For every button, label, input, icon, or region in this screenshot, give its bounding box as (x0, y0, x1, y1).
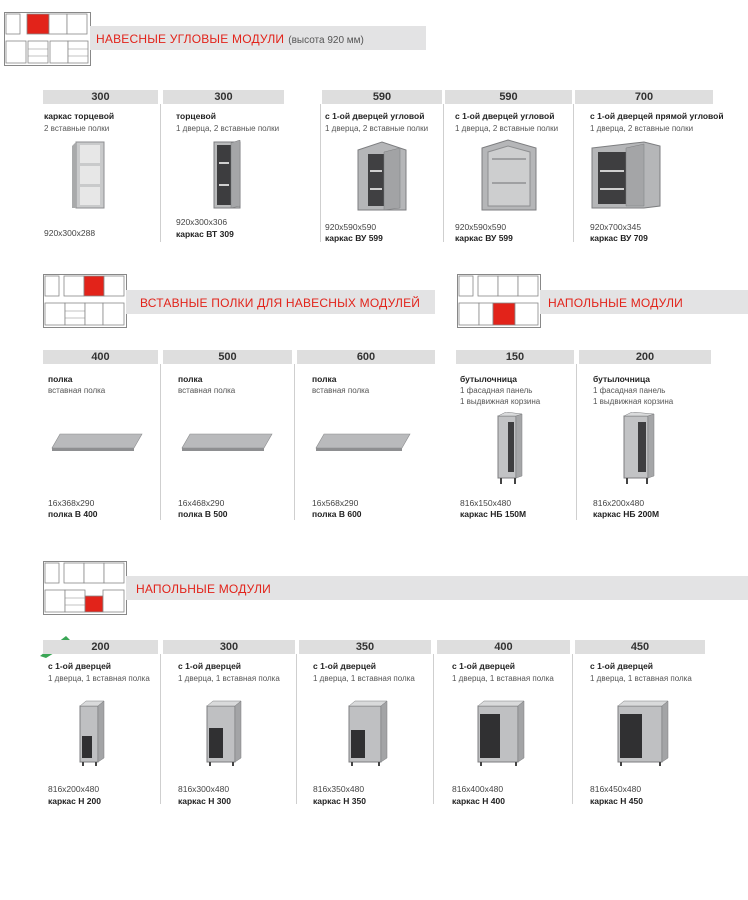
shelf-image (50, 432, 144, 454)
cabinet-image-corner (354, 140, 410, 212)
product-name: с 1-ой дверцей угловой (325, 111, 425, 121)
width-band: 350 (299, 640, 431, 654)
product-dimensions: 816x200x480 (593, 498, 645, 508)
product-code: каркас Н 350 (313, 796, 366, 806)
section-subtitle: (высота 920 мм) (288, 35, 364, 46)
kitchen-layout-icon (458, 275, 540, 327)
product-dimensions: 816x350x480 (313, 784, 365, 794)
column-separator (573, 104, 574, 242)
product-dimensions: 920x300x288 (44, 228, 96, 238)
product-code: полка В 400 (48, 509, 98, 519)
product-description: 1 дверца, 1 вставная полка (313, 674, 415, 683)
kitchen-layout-thumbnail-floor-bottle (457, 274, 541, 328)
product-description: 1 дверца, 2 вставные полки (590, 124, 694, 133)
cabinet-image-floor-door (614, 700, 670, 766)
product-dimensions: 816x300x480 (178, 784, 230, 794)
product-name: с 1-ой дверцей (313, 661, 377, 671)
product-dimensions: 16x568x290 (312, 498, 359, 508)
product-dimensions: 920x300x306 (176, 217, 228, 227)
product-description: 1 дверца, 1 вставная полка (178, 674, 280, 683)
product-code: полка В 500 (178, 509, 228, 519)
section-title-floor-bottle: НАПОЛЬНЫЕ МОДУЛИ (548, 296, 683, 310)
cabinet-image-floor-door (345, 700, 389, 766)
width-band: 590 (322, 90, 442, 104)
product-description: 1 дверца, 1 вставная полка (590, 674, 692, 683)
product-dimensions: 816x200x480 (48, 784, 100, 794)
width-band: 150 (456, 350, 574, 364)
product-code: каркас Н 300 (178, 796, 231, 806)
kitchen-layout-icon (44, 275, 126, 327)
product-name: каркас торцевой (44, 111, 115, 121)
cabinet-image-floor-door (76, 700, 106, 766)
product-name: с 1-ой дверцей угловой (455, 111, 555, 121)
section-title-text: НАВЕСНЫЕ УГЛОВЫЕ МОДУЛИ (96, 32, 285, 46)
cabinet-image-open-end (72, 140, 106, 210)
cabinet-image-bottle-holder (494, 412, 524, 486)
product-dimensions: 16x468x290 (178, 498, 225, 508)
shelf-image (180, 432, 274, 454)
width-band: 300 (163, 640, 295, 654)
product-code: каркас Н 450 (590, 796, 643, 806)
width-band: 200 (579, 350, 711, 364)
column-separator (576, 364, 577, 520)
cabinet-image-bottle-holder (620, 412, 656, 486)
kitchen-layout-icon (44, 562, 126, 614)
product-name: торцевой (176, 111, 216, 121)
column-separator (572, 654, 573, 804)
product-description: 1 дверца, 1 вставная полка (48, 674, 150, 683)
width-band: 400 (437, 640, 570, 654)
product-description: 1 фасадная панель (460, 386, 533, 395)
column-separator (443, 104, 444, 242)
width-band: 590 (445, 90, 572, 104)
cabinet-image-floor-door (203, 700, 243, 766)
cabinet-image-end-door (208, 140, 242, 210)
product-name: с 1-ой дверцей прямой угловой (590, 111, 724, 121)
section-title-wall-corner (96, 32, 364, 46)
width-band: 500 (163, 350, 292, 364)
product-description: вставная полка (178, 386, 236, 395)
column-separator (296, 654, 297, 804)
product-name: бутылочница (460, 374, 518, 384)
cabinet-image-straight-corner (590, 140, 662, 210)
product-code: каркас Н 200 (48, 796, 101, 806)
product-code: каркас Н 400 (452, 796, 505, 806)
product-description: вставная полка (48, 386, 106, 395)
kitchen-layout-thumbnail-floor (43, 561, 127, 615)
product-code: каркас ВТ 309 (176, 229, 234, 239)
cabinet-image-corner-glass (480, 138, 538, 212)
column-separator (160, 104, 161, 242)
product-description: 2 вставные полки (44, 124, 110, 133)
width-band: 600 (297, 350, 435, 364)
product-name: полка (312, 374, 337, 384)
product-description: 1 дверца, 2 вставные полки (176, 124, 280, 133)
product-dimensions: 16x368x290 (48, 498, 95, 508)
width-band: 450 (575, 640, 705, 654)
section-title-shelves: ВСТАВНЫЕ ПОЛКИ ДЛЯ НАВЕСНЫХ МОДУЛЕЙ (140, 296, 421, 310)
product-name: с 1-ой дверцей (178, 661, 242, 671)
shelf-image (314, 432, 412, 454)
column-separator (433, 654, 434, 804)
product-name: полка (48, 374, 73, 384)
width-band: 200 (43, 640, 158, 654)
product-description: 1 выдвижная корзина (593, 397, 674, 406)
width-band: 300 (163, 90, 284, 104)
product-description: 1 дверца, 1 вставная полка (452, 674, 554, 683)
kitchen-layout-thumbnail-wall-corner (4, 12, 91, 66)
product-name: полка (178, 374, 203, 384)
cabinet-image-floor-door (474, 700, 526, 766)
product-dimensions: 920x700x345 (590, 222, 642, 232)
section-title-floor: НАПОЛЬНЫЕ МОДУЛИ (136, 582, 271, 596)
product-dimensions: 920x590x590 (325, 222, 377, 232)
product-name: с 1-ой дверцей (48, 661, 112, 671)
width-band: 400 (43, 350, 158, 364)
kitchen-layout-thumbnail-shelves (43, 274, 127, 328)
product-description: 1 дверца, 2 вставные полки (325, 124, 429, 133)
product-code: каркас НБ 150М (460, 509, 527, 519)
product-description: вставная полка (312, 386, 370, 395)
width-band: 700 (575, 90, 713, 104)
product-description: 1 выдвижная корзина (460, 397, 541, 406)
product-dimensions: 920x590x590 (455, 222, 507, 232)
product-code: каркас НБ 200М (593, 509, 660, 519)
column-separator (160, 654, 161, 804)
product-name: с 1-ой дверцей (452, 661, 516, 671)
product-code: полка В 600 (312, 509, 362, 519)
column-separator (294, 364, 295, 520)
product-code: каркас ВУ 599 (455, 233, 513, 243)
product-dimensions: 816x450x480 (590, 784, 642, 794)
product-name: бутылочница (593, 374, 651, 384)
product-name: с 1-ой дверцей (590, 661, 654, 671)
column-separator (160, 364, 161, 520)
product-description: 1 фасадная панель (593, 386, 666, 395)
column-separator (320, 104, 321, 242)
product-code: каркас ВУ 599 (325, 233, 383, 243)
kitchen-layout-icon (5, 13, 90, 65)
product-description: 1 дверца, 2 вставные полки (455, 124, 559, 133)
product-dimensions: 816x400x480 (452, 784, 504, 794)
width-band: 300 (43, 90, 158, 104)
product-dimensions: 816x150x480 (460, 498, 512, 508)
product-code: каркас ВУ 709 (590, 233, 648, 243)
